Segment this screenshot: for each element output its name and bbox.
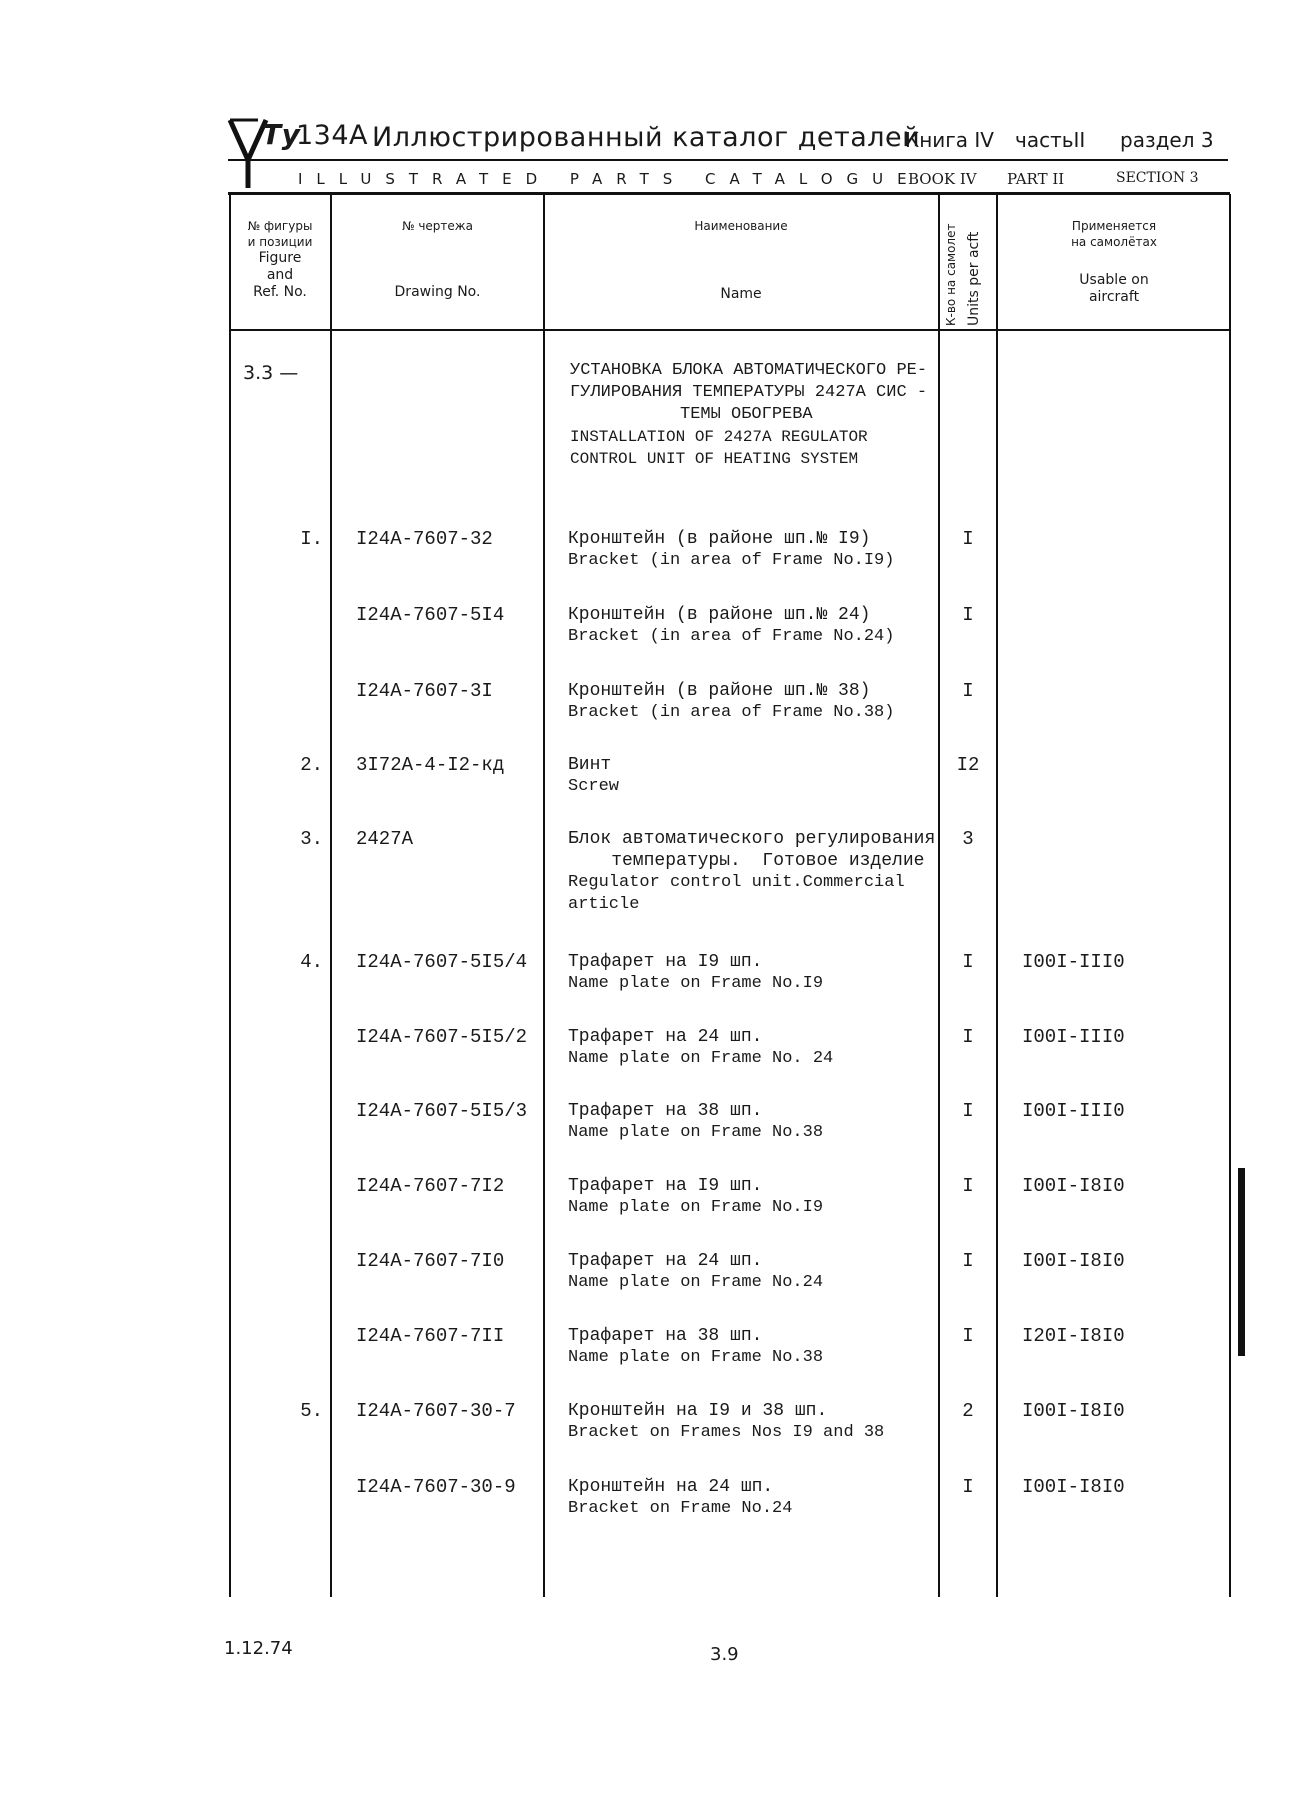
col-usable-ru-1: Применяется [1071,219,1157,233]
col-usable-ru-2: на самолётах [1071,235,1157,249]
usable-on-aircraft: I00I-I8I0 [1022,1250,1125,1272]
drawing-number: 2427A [356,828,414,850]
drawing-number: 3I72A-4-I2-кд [356,754,505,776]
col-fig-en-2: and [266,267,294,283]
drawing-number: I24A-7607-5I5/2 [356,1026,528,1048]
section-number: 3.3 — [243,362,299,384]
issue-date: 1.12.74 [224,1638,293,1659]
part-name-en: Name plate on Frame No.38 [568,1348,824,1367]
part-name-ru: Трафарет на I9 шп. [568,952,763,972]
part-name-ru: Кронштейн (в районе шп.№ 38) [568,681,871,701]
col-fig-ru-1: № фигуры [247,219,313,233]
part-name-en: Bracket on Frames Nos I9 and 38 [568,1423,885,1442]
units-per-aircraft: I [962,528,974,550]
part-name [568,951,823,995]
units-per-aircraft: I [962,1026,974,1048]
col-name-en: Name [720,286,762,302]
units-per-aircraft: I [962,951,974,973]
drawing-number: I24A-7607-5I4 [356,604,505,626]
book-en: BOOK IV [908,170,977,188]
ref-number: 4. [300,951,323,973]
grid-line-qty [996,194,998,1597]
part-name-en: Regulator control unit.Commercial article [568,873,905,914]
drawing-number: I24A-7607-7I2 [356,1175,505,1197]
grid-line-name [938,194,940,1597]
ref-number: 3. [300,828,323,850]
part-name-ru: Кронштейн на 24 шп. [568,1477,774,1497]
part-name-ru: Кронштейн (в районе шп.№ I9) [568,529,871,549]
drawing-number: I24A-7607-5I5/3 [356,1100,528,1122]
part-name-ru: Блок автоматического регулирования температуры. Готовое изделие [568,829,936,871]
part-name-en: Bracket (in area of Frame No.38) [568,703,895,722]
column-header-rule [229,329,1231,331]
part-name-en: Name plate on Frame No.I9 [568,1198,824,1217]
units-per-aircraft: 3 [962,828,974,850]
part-name-en: Name plate on Frame No. 24 [568,1049,834,1068]
section-en: SECTION 3 [1116,170,1199,186]
grid-line-drawing [543,194,545,1597]
drawing-number: I24A-7607-30-9 [356,1476,516,1498]
col-fig-en-3: Ref. No. [253,284,307,300]
units-per-aircraft: I [962,680,974,702]
ref-number: 2. [300,754,323,776]
grid-line-right [1229,194,1231,1597]
part-name-en: Bracket on Frame No.24 [568,1499,793,1518]
catalog-title-en: ILLUSTRATED PARTS CATALOGUE [298,170,921,188]
part-name [568,680,894,724]
units-per-aircraft: 2 [962,1400,974,1422]
catalog-title-ru: Иллюстрированный каталог деталей [372,122,921,153]
part-name-ru: Кронштейн на I9 и 38 шп. [568,1401,828,1421]
part-name [568,754,619,798]
change-bar [1238,1168,1245,1356]
usable-on-aircraft: I00I-I8I0 [1022,1476,1125,1498]
col-drawing-en: Drawing No. [394,284,481,300]
part-name [568,1175,823,1219]
part-en: PART II [1007,170,1065,188]
units-per-aircraft: I [962,1175,974,1197]
part-name-en: Bracket (in area of Frame No.24) [568,627,895,646]
col-units-ru: К-во на самолет [944,223,958,326]
section-title-en-1: INSTALLATION OF 2427A REGULATOR [570,428,868,446]
section-title-ru-2: ГУЛИРОВАНИЯ ТЕМПЕРАТУРЫ 2427А СИС - [570,383,928,402]
header-rule-bottom [228,192,1230,195]
ref-number: 5. [300,1400,323,1422]
part-name [568,1026,833,1070]
part-name [568,1400,884,1444]
ref-number: I. [300,528,323,550]
usable-on-aircraft: I00I-III0 [1022,1100,1125,1122]
part-name-en: Screw [568,777,620,796]
header-rule-top [228,159,1228,161]
part-name-ru: Винт [568,755,612,775]
drawing-number: I24A-7607-32 [356,528,493,550]
part-name-ru: Трафарет на 38 шп. [568,1326,763,1346]
part-name-en: Name plate on Frame No.I9 [568,974,824,993]
units-per-aircraft: I [962,1250,974,1272]
col-fig-en-1: Figure [258,250,302,266]
grid-line-left [229,194,231,1597]
units-per-aircraft: I [962,1476,974,1498]
drawing-number: I24A-7607-3I [356,680,493,702]
part-name [568,1250,823,1294]
section-title [570,360,927,470]
part-name [568,828,935,916]
usable-on-aircraft: I00I-III0 [1022,951,1125,973]
book-ru: Книга IV [905,128,994,152]
drawing-number: I24A-7607-5I5/4 [356,951,528,973]
part-name [568,1325,823,1369]
part-name [568,1100,823,1144]
page-number: 3.9 [710,1644,739,1665]
part-name-ru: Трафарет на I9 шп. [568,1176,763,1196]
part-ru: частьII [1015,128,1086,152]
units-per-aircraft: I [962,1325,974,1347]
drawing-number: I24A-7607-7II [356,1325,505,1347]
units-per-aircraft: I2 [956,754,980,776]
part-name-ru: Трафарет на 24 шп. [568,1251,763,1271]
col-usable-ru [1000,218,1228,250]
section-title-ru-3: ТЕМЫ ОБОГРЕВА [680,405,813,424]
col-usable-en-2: aircraft [1088,289,1140,305]
part-name [568,604,894,648]
part-name-ru: Трафарет на 24 шп. [568,1027,763,1047]
part-name-en: Name plate on Frame No.38 [568,1123,824,1142]
col-name-ru: Наименование [694,219,788,233]
part-name [568,528,894,572]
usable-on-aircraft: I20I-I8I0 [1022,1325,1125,1347]
col-fig-header [232,218,328,301]
units-per-aircraft: I [962,1100,974,1122]
col-usable-en-1: Usable on [1079,272,1149,288]
drawing-number: I24A-7607-7I0 [356,1250,505,1272]
section-title-en-2: CONTROL UNIT OF HEATING SYSTEM [570,450,859,468]
col-usable-en [1000,272,1228,306]
section-title-ru-1: УСТАНОВКА БЛОКА АВТОМАТИЧЕСКОГО РЕ- [570,361,928,380]
part-name-ru: Кронштейн (в районе шп.№ 24) [568,605,871,625]
usable-on-aircraft: I00I-I8I0 [1022,1175,1125,1197]
col-fig-ru-2: и позиции [247,235,313,249]
usable-on-aircraft: I00I-III0 [1022,1026,1125,1048]
part-name-en: Bracket (in area of Frame No.I9) [568,551,895,570]
col-units-en: Units per acft [966,231,982,326]
drawing-number: I24A-7607-30-7 [356,1400,516,1422]
units-per-aircraft: I [962,604,974,626]
section-ru: раздел 3 [1120,128,1214,152]
part-name-en: Name plate on Frame No.24 [568,1273,824,1292]
usable-on-aircraft: I00I-I8I0 [1022,1400,1125,1422]
col-drawing-ru: № чертежа [402,219,473,233]
model-number: 134А [296,120,369,151]
part-name-ru: Трафарет на 38 шп. [568,1101,763,1121]
part-name [568,1476,792,1520]
logo-text: Ту [262,118,301,151]
grid-line-ref [330,194,332,1597]
